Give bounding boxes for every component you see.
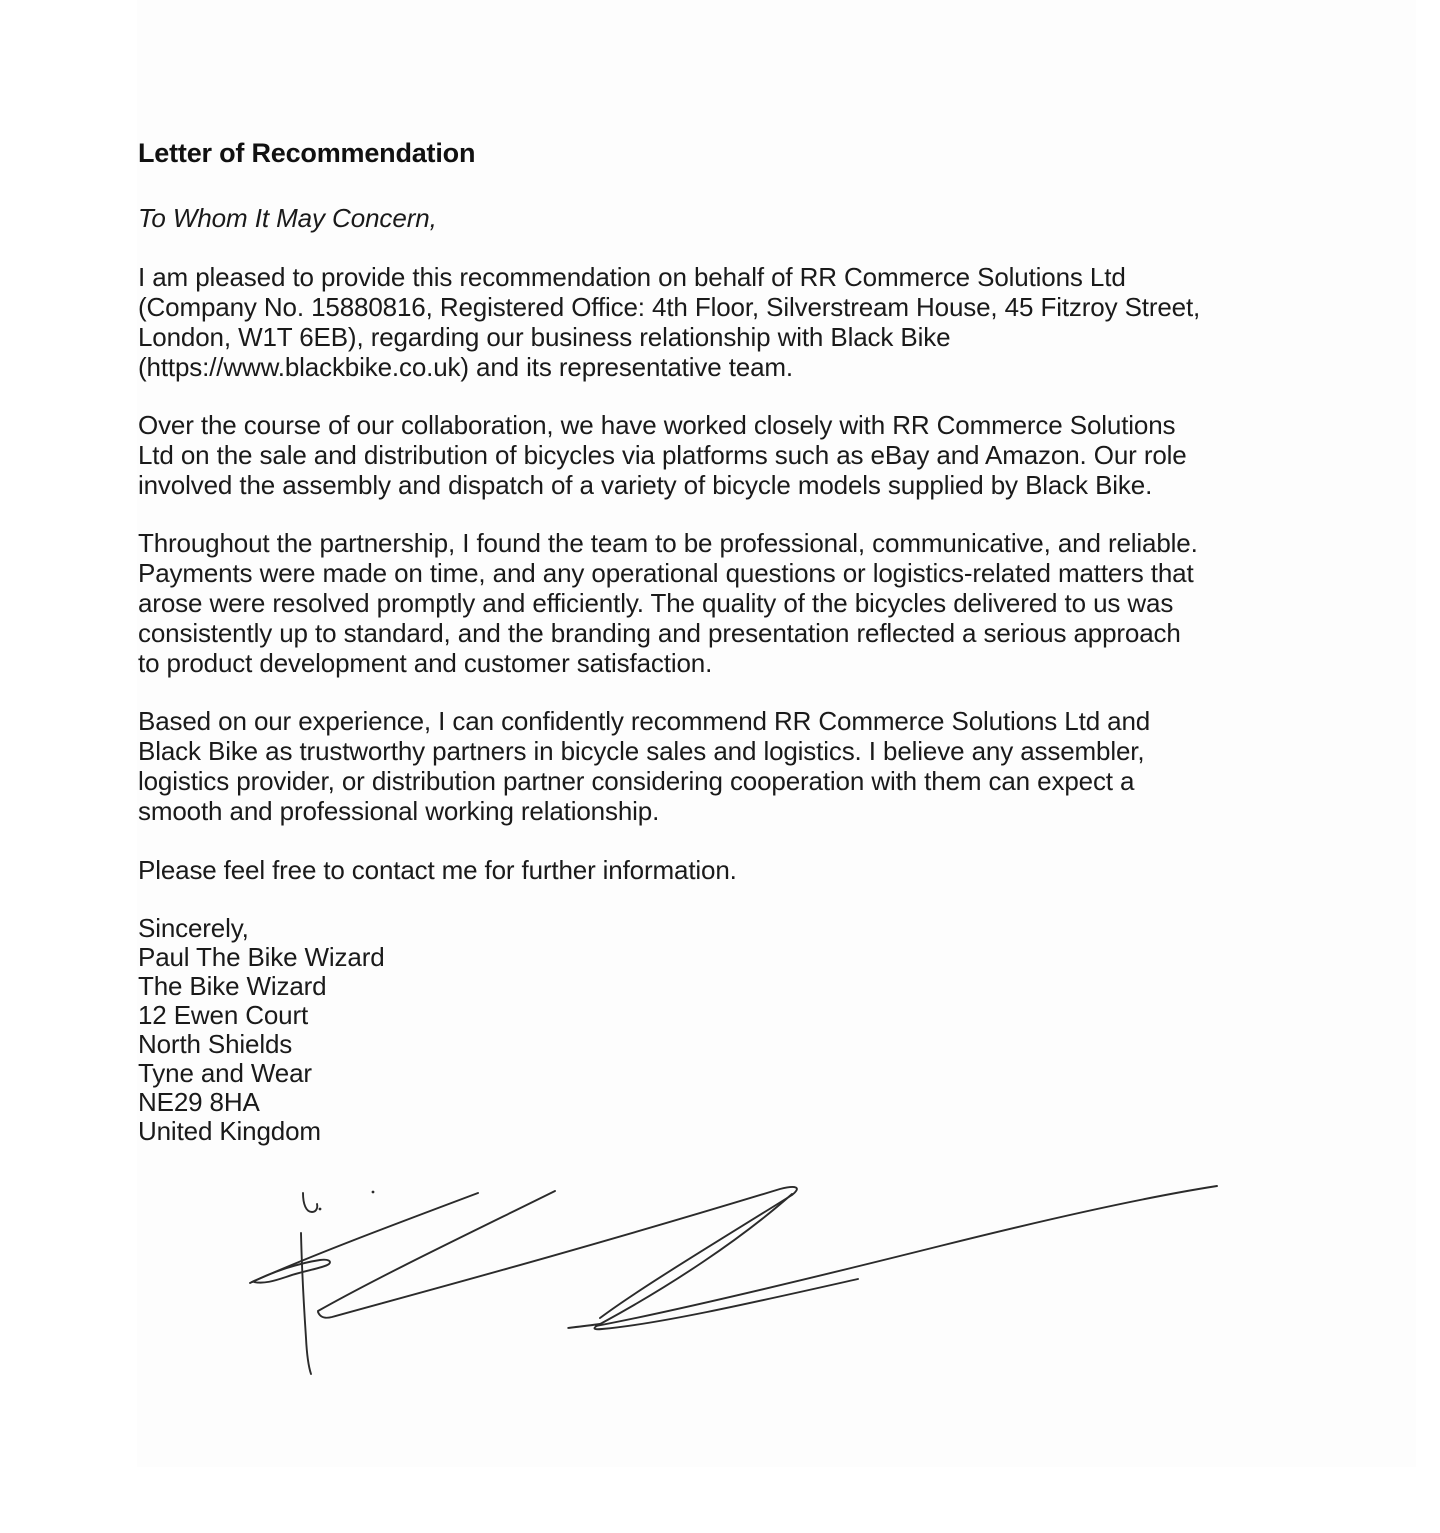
address-line-1: 12 Ewen Court [138,1000,309,1030]
letter-document [138,0,1203,1146]
signature-block [240,1178,1240,1408]
handwritten-signature-icon [240,1178,1240,1408]
body-paragraph-2: Over the course of our collaboration, we have worked closely with RR Commerce Solutions Ltd on the sale and distribution of bicycles via platforms such as eBay and Amazon. Our role involved the assembly and dispatch of a variety of bicycle models supplied by Black Bike. [138,410,1187,500]
address-country: United Kingdom [138,1116,321,1146]
signer-company: The Bike Wizard [138,971,327,1001]
address-postcode: NE29 8HA [138,1087,260,1117]
valediction: Sincerely, [138,913,249,943]
signoff-block [138,885,1203,1146]
address-county: Tyne and Wear [138,1058,312,1088]
body-paragraph-4: Based on our experience, I can confidently recommend RR Commerce Solutions Ltd and Black Bike as trustworthy partners in bicycle sales and logistics. I believe any assembler, logistics provider, or distribution partner considering cooperation with them can expect a smooth and professional working relationship. [138,706,1151,826]
body-paragraph-3: Throughout the partnership, I found the team to be professional, communicative, and reliable. Payments were made on time, and any operational questions or logistics-related matters that arose were resolved promptly and efficiently. The quality of the bicycles delivered to us was consistently up to standard, and the branding and presentation reflected a serious approach to product development and customer satisfaction. [138,528,1198,678]
page-title: Letter of Recommendation [138,138,476,168]
address-city: North Shields [138,1029,293,1059]
salutation: To Whom It May Concern, [138,203,437,233]
body-paragraph-1: I am pleased to provide this recommendation on behalf of RR Commerce Solutions Ltd (Company No. 15880816, Registered Office: 4th Floor, Silverstream House, 45 Fitzroy Street, London, W1T 6EB), regarding our business relationship with Black Bike (https://www.blackbike.co.uk) and its representative team. [138,262,1201,382]
closing-line: Please feel free to contact me for further information. [138,855,737,885]
signer-name: Paul The Bike Wizard [138,942,385,972]
